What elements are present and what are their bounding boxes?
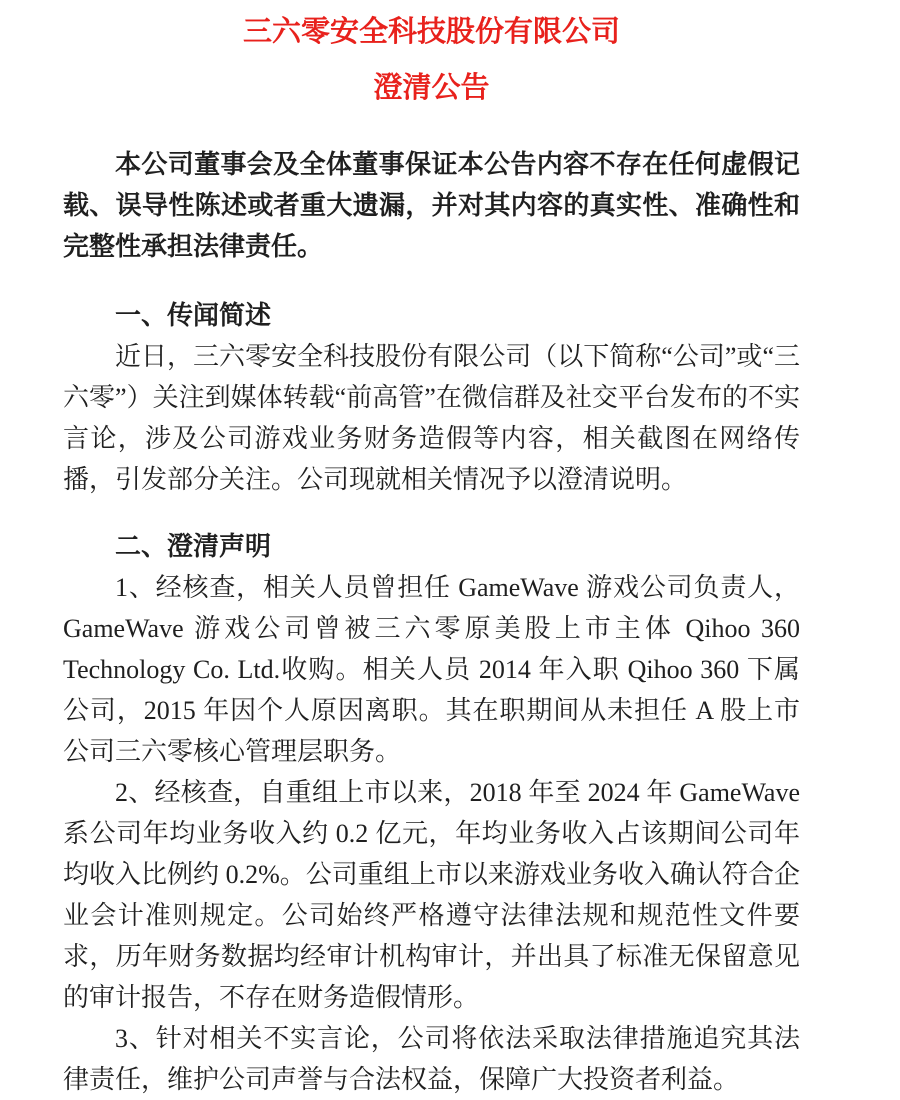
section-heading-clarification-statement: 二、澄清声明 xyxy=(115,531,272,561)
rumor-summary-paragraph: 近日，三六零安全科技股份有限公司（以下简称“公司”或“三六零”）关注到媒体转载“前高管”在微信群及社交平台发布的不实言论，涉及公司游戏业务财务造假等内容，相关截图在网络传播，引发部分关注。公司现就相关情况予以澄清说明。 xyxy=(63,342,800,494)
clarification-item-2: 2、经核查，自重组上市以来，2018 年至 2024 年 GameWave 系公司年均业务收入约 0.2 亿元，年均业务收入占该期间公司年均收入比例约 0.2%。公司重组上市以来游戏业务收入确认符合企业会计准则规定。公司始终严格遵守法律法规和规范性文件要求，历年财务数据均经审计机构审计，并出具了标准无保留意见的审计报告，不存在财务造假情形。 xyxy=(63,778,800,1012)
clarification-item-3: 3、针对相关不实言论，公司将依法采取法律措施追究其法律责任，维护公司声誉与合法权益，保障广大投资者利益。 xyxy=(63,1024,800,1094)
section-heading-rumor-summary: 一、传闻简述 xyxy=(115,300,272,330)
document-title: 三六零安全科技股份有限公司 xyxy=(242,16,620,48)
board-disclaimer-paragraph: 本公司董事会及全体董事保证本公告内容不存在任何虚假记载、误导性陈述或者重大遗漏，并对其内容的真实性、准确性和完整性承担法律责任。 xyxy=(63,150,800,261)
clarification-item-1: 1、经核查，相关人员曾担任 GameWave 游戏公司负责人，GameWave 游戏公司曾被三六零原美股上市主体 Qihoo 360 Technology Co. Ltd.收购。相关人员 2014 年入职 Qihoo 360 下属公司，2015 年因个人原因离职。其在职期间从未担任 A 股上市公司三六零核心管理层职务。 xyxy=(63,573,800,766)
document-subtitle: 澄清公告 xyxy=(373,72,490,104)
